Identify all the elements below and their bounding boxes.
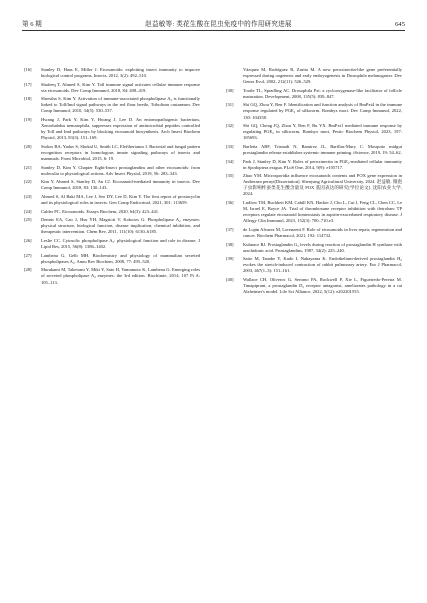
reference-text: Ludlow TM, Buchheit KM, Cahill KN, Hacker J, Cho L, Cui J, Feng CL, Chen CC, Le M, Israel E, Boyce JA. Trial of thromboxane receptor inhibition with ifetroban: TP receptors regulate eicosanoid homeostasis in aspirin-exacerbated respiratory disease. J Allergy Clin Immunol, 2023, 152(3): 700–710.e3. — [243, 200, 402, 224]
reference-text: Ahmed S, Al Baki MA, Lee J, Seo DY, Lee D, Kim Y. The first report of prostacyclin and its physiological roles in insects. Gen Comp Endocrinol, 2021, 301: 113659. — [41, 194, 200, 206]
reference-item — [24, 67, 200, 79]
reference-item — [226, 144, 402, 156]
reference-item — [24, 267, 200, 285]
reference-item — [24, 179, 200, 191]
reference-text: Saito M, Tanabe Y, Kudo I, Nakayama K. Endothelium-derived prostaglandin H₂ evokes the stretch-induced contraction of rabbit pulmonary artery. Eur J Pharmacol, 2003, 467(1–3): 151–161. — [243, 256, 402, 274]
reference-number: [21] — [24, 164, 32, 170]
reference-text: Park J, Stanley D, Kim Y. Roles of peroxinectin in PGE₂-mediated cellular immunity in Spodoptera exigua. PLoS One, 2014, 9(9): e105717. — [243, 158, 402, 170]
reference-item — [24, 238, 200, 250]
reference-number: [22] — [24, 179, 32, 185]
reference-text: Barletta ABF, Trisnadi N, Ramirez JL, Barillas-Mury C. Mosquito midgut prostaglandin release establishes systemic immune priming. iScience, 2019, 19: 54–62. — [243, 143, 402, 155]
reference-text: de Luján Alvarez M, Lorenzetti F. Role of eicosanoids in liver repair, regeneration and cancer. Biochem Pharmacol, 2021, 192: 114732. — [243, 226, 402, 238]
reference-item — [24, 217, 200, 235]
reference-item — [226, 242, 402, 254]
reference-number: [37] — [226, 226, 234, 232]
reference-item — [24, 144, 200, 162]
reference-text: Shrestha S, Kim Y. Activation of immune-associated phospholipase A₂ is functionally linked to Toll/Imd signal pathways in the red flour beetle, Tribolium castaneum. Dev Comp Immunol, 2010, 34(5): 530–537. — [41, 96, 200, 114]
reference-number: [38] — [226, 241, 234, 247]
reference-number: [20] — [24, 143, 32, 149]
reference-text: Vázquez M, Rodríguez R, Zurita M. A new peroxinectin-like gene preferentially expressed during oogenesis and early embryogenesis in Drosophila melanogaster. Dev Genes Evol, 2002, 212(11): 526–529. — [243, 67, 402, 85]
reference-number: [16] — [24, 67, 32, 72]
reference-text: Shi GQ, Cheng JQ, Zhou Y, Ren F, Bu YX. BmPxt1 mediated immune response by regulating PGE₂ in silkworm, Bombyx mori. Pestic Biochem Physiol, 2023, 197: 105693. — [243, 123, 402, 141]
reference-text: Shafeeq T, Ahmed S, Kim Y. Toll immune signal activates cellular immune response via eicosanoids. Dev Comp Immunol, 2018, 84: 408–419. — [41, 81, 200, 93]
reference-text: Stanley D, Kim Y. Chapter Eight-Insect prostaglandins and other eicosanoids: from molecular to physiological actions. Adv Insect Physiol, 2019, 56: 283–343. — [41, 164, 200, 176]
reference-item — [24, 82, 200, 94]
reference-item — [24, 96, 200, 114]
reference-number: [18] — [24, 96, 32, 102]
reference-number: [24] — [24, 208, 32, 214]
reference-item — [226, 159, 402, 171]
reference-text: Dennis EA, Cao J, Hsu YH, Magrioti V, Kokotos G. Phospholipase A₂ enzymes: physical structure, biological function, disease implication, chemical inhibition, and therapeutic intervention. Chem Rev, 2011, 111(10): 6130–6185. — [41, 217, 200, 235]
reference-item — [226, 256, 402, 274]
reference-number: [34] — [226, 158, 234, 164]
reference-text: Calder PC. Eicosanoids. Essays Biochem, 2020, 64(3): 423–441. — [41, 208, 160, 214]
reference-text: Tootle TL, Spradling AC. Drosophila Pxt: a cyclooxygenase-like facilitator of follicle maturation. Development, 2008, 135(5): 839–847. — [243, 87, 402, 99]
reference-column-left — [24, 67, 200, 288]
reference-item — [226, 88, 402, 100]
reference-number: [30] — [226, 87, 234, 93]
reference-item — [226, 102, 402, 120]
reference-text: Leslie CC. Cytosolic phospholipase A₂: physiological function and role in disease. J Lipid Res, 2015, 56(8): 1386–1402. — [41, 238, 200, 250]
reference-item — [226, 173, 402, 197]
reference-text: Zhao YM. Microsporidia influence eicosanoids contents and POX gene expression in Antheraea pernyi[Dissertation]. Shenyang Agricultural University, 2024. 赵益敏. 微孢子虫影响柞蚕类花生酸含量及 POX 基因表达的研究[学位论文]. 沈阳农业大学, 2024. — [243, 173, 402, 197]
reference-number: [39] — [226, 256, 234, 262]
reference-item — [24, 194, 200, 206]
reference-text: Stokes BA, Yadav S, Shokal U, Smith LC, Eleftherianos I. Bacterial and fungal pattern recognition receptors in homologous innate signaling pathways of insects and mammals. Front Microbiol, 2015, 6: 19. — [41, 143, 200, 161]
reference-number: [17] — [24, 81, 32, 87]
reference-number: [40] — [226, 276, 234, 282]
reference-number: [36] — [226, 200, 234, 206]
running-title: 赵益敏等: 类花生酸在昆虫免疫中的作用研究进展 — [145, 21, 292, 28]
reference-text: Hwang J, Park Y, Kim Y, Hwang J, Lee D. An entomopathogenic bacterium, Xenorhabdus nematophila, suppresses expression of antimicrobial peptides controlled by Toll and Imd pathways by blocking eicosanoid biosynthesis. Arch Insect Biochem Physiol, 2013, 83(3): 151–169. — [41, 117, 200, 141]
reference-number: [28] — [24, 267, 32, 273]
reference-number: [35] — [226, 173, 234, 179]
reference-item — [226, 227, 402, 239]
reference-text: Lambeau G, Gelb MH. Biochemistry and physiology of mammalian secreted phospholipases A₂. Annu Rev Biochem, 2008, 77: 495–520. — [41, 252, 200, 264]
page-number: 645 — [395, 21, 405, 28]
running-header — [22, 14, 405, 31]
reference-number: [31] — [226, 102, 234, 108]
reference-column-right — [226, 67, 402, 298]
reference-text: Stanley D, Haas E, Miller J. Eicosanoids: exploiting insect immunity to improve biological control programs. Insects, 2012, 3(2): 492–510. — [41, 67, 200, 79]
reference-text: Kuhnacz RJ. Prostaglandin G₂ levels during reaction of prostaglandin H synthase with arachidonic acid. Prostaglandins, 1987, 34(2): 225–240. — [243, 241, 402, 253]
reference-item — [24, 117, 200, 141]
reference-number: [23] — [24, 194, 32, 199]
reference-item — [226, 123, 402, 141]
reference-number: [26] — [24, 238, 32, 244]
reference-item — [226, 200, 402, 224]
reference-number: [25] — [24, 217, 32, 223]
reference-item — [24, 209, 200, 215]
reference-item — [24, 253, 200, 265]
reference-text: Kim Y, Ahmed S, Stanley D, An CJ. Eicosanoid-mediated immunity in insects. Dev Comp Immunol, 2018, 83: 130–143. — [41, 179, 200, 191]
reference-text: Wallace CH, Oliveros G, Serrano PA, Rockwell P, Xie L, Figueiredo-Pereira M. Timapiprant, a prostaglandin D₂ receptor antagonist, ameliorates pathology in a rat Alzheimer's model. Life Sci Alliance, 2022, 5(12): e202201555. — [243, 276, 402, 295]
reference-number: [32] — [226, 123, 234, 129]
reference-text: Shi GQ, Zhou Y, Ren F. Identification and function analysis of BmPxt4 in the immune response regulated by PGE₂ of silkworm, Bombyx mori. Dev Comp Immunol, 2022, 130: 104358. — [243, 102, 402, 120]
reference-text: Murakami M, Taketomi Y, Miki Y, Sato H, Yamamoto K, Lambeau G. Emerging roles of secreted phospholipase A₂ enzymes: the 3rd edition. Biochimie, 2014, 107 Pt A: 105–113. — [41, 267, 200, 285]
reference-number — [226, 67, 243, 85]
reference-number: [19] — [24, 117, 32, 123]
reference-number: [27] — [24, 252, 32, 258]
reference-item — [226, 67, 402, 85]
reference-number: [33] — [226, 143, 234, 149]
reference-item — [24, 165, 200, 177]
issue-number: 第 6 期 — [22, 21, 42, 28]
reference-item — [226, 277, 402, 295]
